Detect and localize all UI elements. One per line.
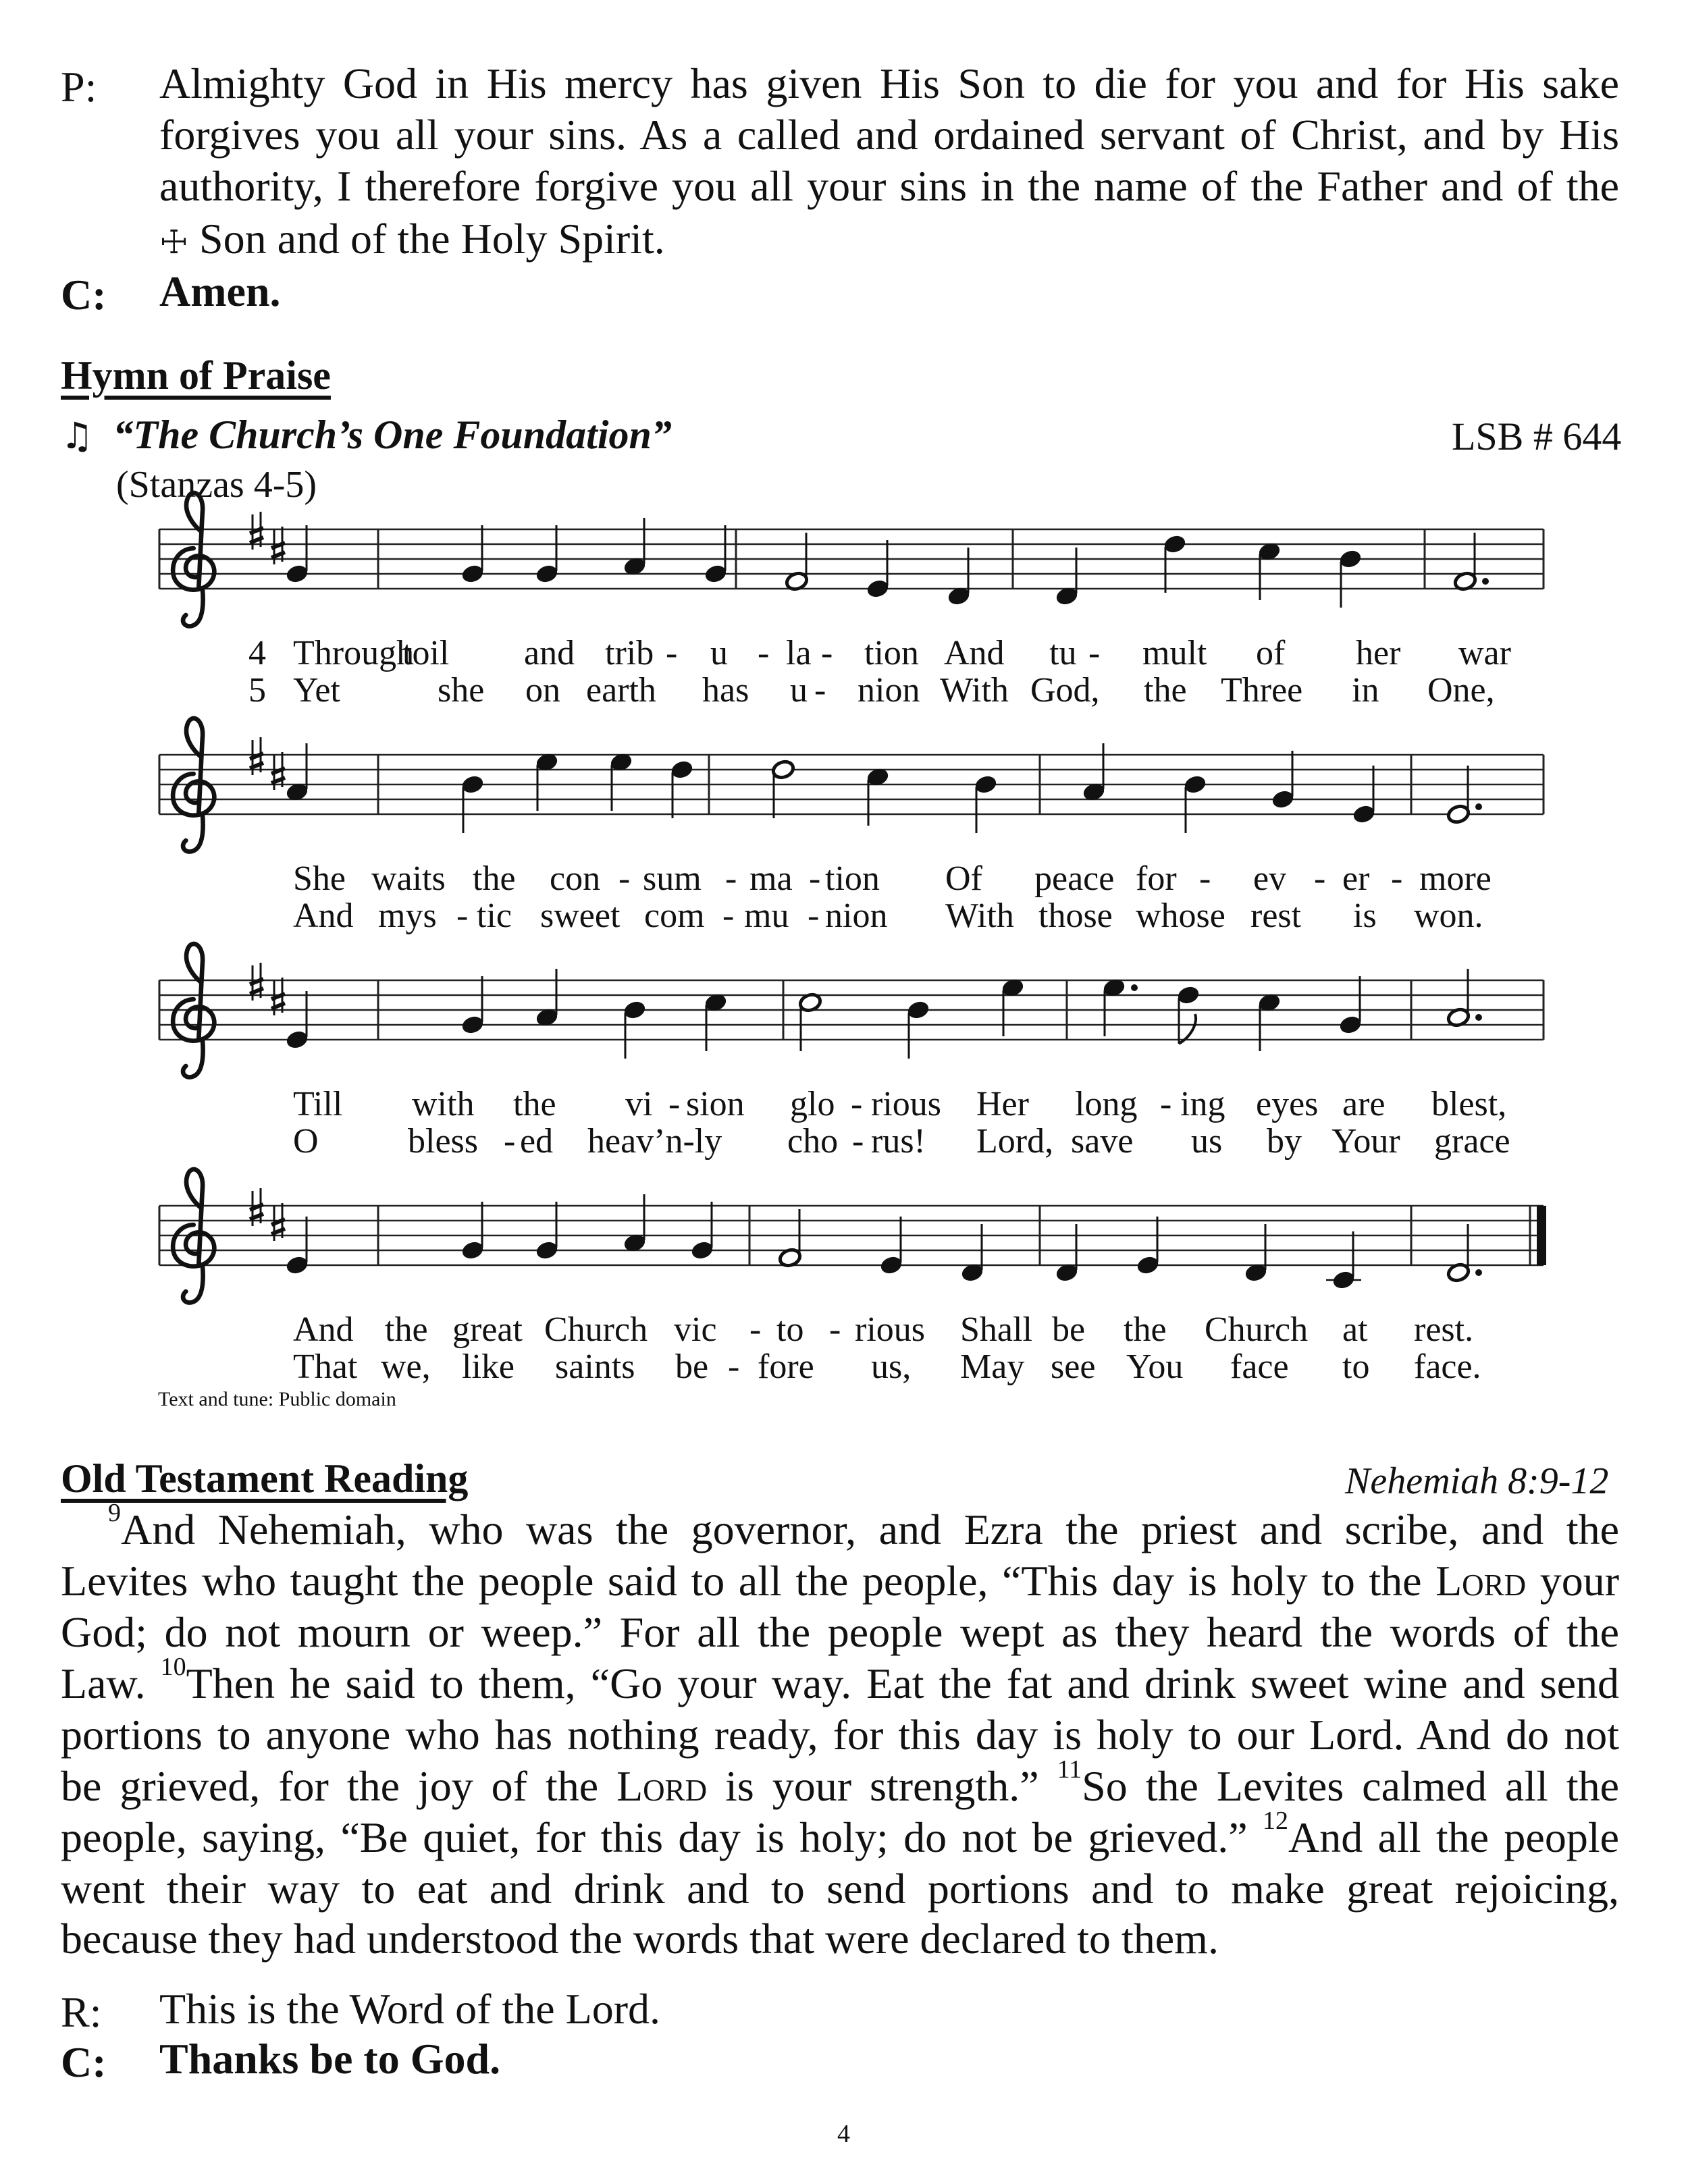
lyric-syllable: With [945,897,1014,935]
cross-icon: ☩ [159,223,189,261]
hymn-heading: Hymn of Praise [61,353,331,398]
lyric-syllable: - [668,1085,681,1123]
lyric-syllable: to [1342,1348,1370,1386]
reader-label: R: [61,1988,102,2036]
verse-number: 9 [108,1499,121,1527]
lyric-syllable: Three [1221,671,1303,710]
lyric-syllable: see [1051,1348,1096,1386]
absolution-line: authority, I therefore forgive you all your sins in the name of the Father and of the [159,162,1619,210]
lyric-syllable: us, [871,1348,912,1386]
lyric-syllable: May [960,1348,1025,1386]
hymn-number: LSB # 644 [1452,415,1622,458]
lyric-syllable: long [1075,1085,1138,1123]
reading-fragment: And all the people [1288,1813,1620,1861]
lyric-syllable: - [666,634,678,672]
lyric-syllable: great [452,1310,523,1349]
lyric-syllable: toil [402,634,450,672]
lyric-syllable: with [412,1085,475,1123]
lyric-syllable: her [1356,634,1401,672]
lyric-syllable: earth [586,671,656,710]
lyric-syllable: - [1199,859,1211,898]
lyric-syllable: - [852,1122,864,1161]
reading-fragment: because they had understood the words that were declared to them. [61,1915,1219,1963]
lyric-syllable: sion [686,1085,745,1123]
reading-fragment: your [1526,1557,1620,1605]
lord-small-caps: Lord [1435,1557,1527,1605]
lyric-syllable: O [293,1122,319,1161]
verse-number: 12 [1262,1807,1288,1835]
lyric-syllable: nion [858,671,920,710]
reading-fragment: portions to anyone who has nothing ready, for this day is holy to our Lord. And do not [61,1711,1619,1759]
lyric-syllable: com [644,897,705,935]
lyric-syllable: the [1124,1310,1167,1349]
lyric-syllable: face. [1414,1348,1481,1386]
lyric-syllable: - [725,859,737,898]
lyric-syllable: - [728,1348,740,1386]
lyric-syllable: Church [544,1310,648,1349]
lyric-syllable: rious [855,1310,925,1349]
congregation-label: C: [61,271,107,319]
lyric-syllable: she [438,671,485,710]
lyric-syllable: - [821,634,833,672]
lyric-syllable: ing [1180,1085,1225,1123]
lyric-syllable: God, [1030,671,1100,710]
amen-response: Amen. [159,267,281,315]
lyric-syllable: eyes [1256,1085,1319,1123]
lyric-syllable: One, [1427,671,1495,710]
lyric-syllable: u [710,634,728,672]
hymn-stanzas: (Stanzas 4-5) [116,464,317,506]
lyric-syllable: ed [520,1122,554,1161]
reading-fragment: people, saying, “Be quiet, for this day is holy; do not be grieved.” [61,1813,1263,1861]
lyric-syllable: tu [1049,634,1077,672]
lyric-syllable: mys [378,897,437,935]
absolution-line: forgives you all your sins. As a called and ordained servant of Christ, and by His [159,111,1619,159]
reading-line [61,1867,1619,1911]
lyric-syllable: vic [674,1310,717,1349]
absolution-line: Almighty God in His mercy has given His Son to die for you and for His sake [159,59,1619,107]
lyric-syllable: er [1342,859,1370,898]
lyric-syllable: tion [825,859,880,898]
reading-line [61,1608,1619,1656]
hymn-credit: Text and tune: Public domain [158,1388,396,1410]
lyric-syllable: by [1267,1122,1302,1161]
lyric-syllable: be [1052,1310,1086,1349]
lyric-syllable: like [462,1348,515,1386]
reading-fragment: Then he said to them, “Go your way. Eat the fat and drink sweet wine and send [186,1659,1620,1707]
lyric-syllable: ev [1253,859,1287,898]
lyric-syllable: - [749,1310,762,1349]
lyric-syllable: the [385,1310,428,1349]
lyric-syllable: rus! [871,1122,926,1161]
lyric-syllable: con [550,859,601,898]
lyric-syllable: - [1160,1085,1172,1123]
lyric-syllable: - [758,634,770,672]
lyric-syllable: la [786,634,812,672]
absolution-last-text: Son and of the Holy Spirit. [199,215,665,263]
lyric-syllable: Till [293,1085,343,1123]
lyric-syllable: rious [871,1085,941,1123]
lyric-syllable: the [513,1085,556,1123]
lyric-syllable: won. [1414,897,1483,935]
lyric-syllable: and [524,634,575,672]
lyric-syllable: blest, [1431,1085,1507,1123]
lyric-syllable: are [1342,1085,1386,1123]
lyric-syllable: vi [625,1085,653,1123]
lyric-syllable: Lord, [976,1122,1054,1161]
hymn-title: “The Church’s One Foundation” [113,412,672,457]
lyric-syllable: - [504,1122,516,1161]
reading-fragment: Law. [61,1659,161,1707]
lyric-syllable: of [1256,634,1286,672]
lyric-syllable: on [525,671,560,710]
lyric-syllable: You [1126,1348,1184,1386]
lyric-syllable: Shall [960,1310,1032,1349]
lyric-syllable: us [1191,1122,1223,1161]
lyric-syllable: Your [1331,1122,1400,1161]
reading-heading: Old Testament Reading [61,1456,469,1501]
lyric-syllable: 4 [248,634,266,672]
lyric-syllable: u [790,671,808,710]
lyric-syllable: the [1144,671,1187,710]
reading-line [61,1755,1620,1810]
reader-text: This is the Word of the Lord. [159,1985,660,2033]
lyric-syllable: tion [864,634,919,672]
congregation-response: Thanks be to God. [159,2035,501,2083]
lyric-syllable: - [851,1085,863,1123]
lyric-syllable: bless [408,1122,478,1161]
lyric-syllable: And [293,897,354,935]
lyric-syllable: sum [643,859,702,898]
lyric-syllable: Church [1205,1310,1309,1349]
reading-line [61,1713,1619,1757]
lyric-syllable: those [1038,897,1113,935]
reading-fragment: Levites who taught the people said to all the people, “This day is holy to the [61,1557,1436,1605]
lyric-syllable: - [814,671,826,710]
page-number: 4 [837,2120,850,2148]
lyric-syllable: sweet [540,897,621,935]
lyric-syllable: whose [1136,897,1225,935]
reading-reference: Nehemiah 8:9-12 [1345,1460,1609,1502]
lyric-syllable: the [473,859,516,898]
lyric-syllable: cho [787,1122,839,1161]
lyric-syllable: Of [945,859,982,898]
reading-line [61,1653,1620,1707]
reading-line [61,1557,1620,1605]
lyric-syllable: trib [605,634,654,672]
lyric-syllable: - [1088,634,1101,672]
lyric-syllable: tic [477,897,512,935]
lyric-syllable: saints [555,1348,635,1386]
pastor-label: P: [61,63,97,111]
congregation-label: C: [61,2038,107,2086]
lyric-syllable: - [808,897,820,935]
lyric-syllable: ma [749,859,793,898]
reading-fragment: And Nehemiah, who was the governor, and Ezra the priest and scribe, and the [121,1506,1619,1553]
lyric-syllable: That [293,1348,358,1386]
lyric-syllable: With [940,671,1009,710]
lyric-syllable: face [1230,1348,1289,1386]
lyric-syllable: heav’n-ly [587,1122,722,1161]
lyric-syllable: waits [371,859,446,898]
reading-line [61,1917,1219,1961]
reading-line [108,1499,1619,1553]
lyric-syllable: rest [1250,897,1302,935]
lyric-syllable: is [1353,897,1377,935]
lyric-syllable: in [1352,671,1379,710]
lyric-syllable: nion [825,897,888,935]
lyric-syllable: - [809,859,821,898]
reading-fragment: be grieved, for the joy of the [61,1762,617,1810]
lyric-syllable: war [1458,634,1511,672]
lyric-syllable: - [618,859,631,898]
lyric-syllable: She [293,859,346,898]
verse-number: 11 [1057,1755,1082,1784]
lyric-syllable: has [702,671,749,710]
lyric-syllable: 5 [248,671,266,710]
reading-fragment: God; do not mourn or weep.” For all the people wept as they heard the words of the [61,1608,1619,1656]
lyric-syllable: - [722,897,735,935]
lyric-syllable: glo [790,1085,835,1123]
lyric-syllable: Through [293,634,415,672]
lyric-syllable: at [1342,1310,1368,1349]
lyric-syllable: fore [758,1348,814,1386]
reading-fragment: So the Levites calmed all the [1082,1762,1620,1810]
reading-line [61,1807,1620,1861]
reading-fragment: went their way to eat and drink and to send portions and to make great rejoicing, [61,1865,1619,1913]
reading-fragment: is your strength.” [707,1762,1057,1810]
lyric-syllable: to [776,1310,804,1349]
lyric-syllable: grace [1434,1122,1510,1161]
lyric-syllable: save [1071,1122,1134,1161]
lyric-syllable: peace [1034,859,1115,898]
lyric-syllable: And [944,634,1005,672]
lyric-syllable: be [675,1348,709,1386]
lyric-syllable: rest. [1414,1310,1474,1349]
lord-small-caps: Lord [616,1762,708,1810]
lyric-syllable: Her [976,1085,1029,1123]
lyric-syllable: Yet [293,671,340,710]
lyric-syllable: - [456,897,469,935]
lyric-syllable: - [1391,859,1403,898]
lyric-syllable: mu [744,897,789,935]
lyric-syllable: mult [1142,634,1207,672]
lyric-syllable: we, [381,1348,431,1386]
lyric-syllable: - [1314,859,1326,898]
lyric-syllable: And [293,1310,354,1349]
music-note-icon: ♫ [61,415,94,457]
lyric-syllable: - [829,1310,841,1349]
lyric-syllable: more [1419,859,1492,898]
verse-number: 10 [160,1653,186,1681]
lyric-syllable: for [1136,859,1177,898]
